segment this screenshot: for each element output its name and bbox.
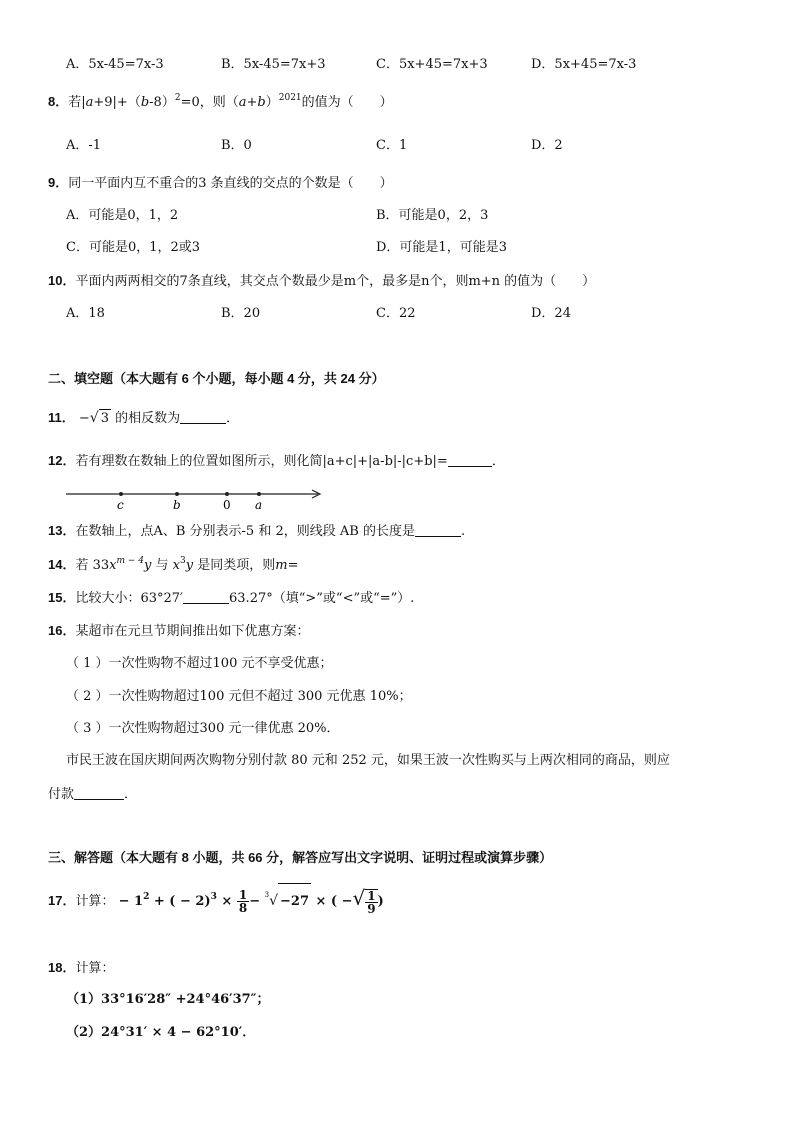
q8-var-b: b <box>140 95 150 110</box>
label-b: b <box>173 498 181 512</box>
q17-frac2-den: 9 <box>367 901 376 916</box>
q17-term-1: − 1 <box>118 894 144 909</box>
q11-number: 11． <box>48 410 75 425</box>
q17-term-2: + ( − 2) <box>149 894 211 909</box>
q17-frac2-num: 1 <box>367 888 376 903</box>
q14-exponent: m − 4 <box>116 556 145 566</box>
q17-sqrt-icon: √ <box>352 886 366 910</box>
q15-number: 15． <box>48 590 76 605</box>
q8-text-b: +9|+（ <box>93 95 141 110</box>
q14-var-x2: x <box>172 558 180 573</box>
point-a <box>257 492 261 496</box>
q8-exponent-2021: 2021 <box>278 93 302 103</box>
q17-cbrt-icon: √ <box>269 893 278 909</box>
q10-option-c: C．22 <box>376 306 416 321</box>
q17-frac-den: 8 <box>238 901 248 915</box>
q16-text: 某超市在元旦节期间推出如下优惠方案： <box>75 624 310 639</box>
q17-root-index: 3 <box>264 891 270 899</box>
q16-end: ． <box>124 787 138 802</box>
q10-stem <box>48 272 595 291</box>
q9-option-a: A．可能是0，1，2 <box>66 208 179 223</box>
q16-answer-blank[interactable] <box>74 787 124 800</box>
q8-stem <box>48 93 393 112</box>
q16-option-1: （ 1 ）一次性购物不超过100 元不享受优惠； <box>66 656 333 671</box>
q13-answer-blank[interactable] <box>415 524 461 537</box>
q16-option-3: （ 3 ）一次性购物超过300 元一律优惠 20%． <box>66 721 340 736</box>
q17-term-5: × ( − <box>310 894 353 909</box>
q14-stem <box>48 556 298 575</box>
q13-number: 13． <box>48 523 76 538</box>
q14-var-y: y <box>144 558 152 573</box>
q15-post: 63.27°（填“>”或“<”或“=”）. <box>229 591 415 606</box>
q17-minus: − <box>249 894 265 909</box>
q8-text-f: 的值为（ ） <box>301 95 393 110</box>
q9-text: 同一平面内互不重合的3 条直线的交点的个数是（ ） <box>68 176 393 191</box>
q16-number: 16． <box>48 623 76 638</box>
q17-fraction-1-9 <box>365 889 377 915</box>
q9-option-c: C．可能是0，1，2或3 <box>66 240 201 255</box>
label-zero: 0 <box>223 498 231 512</box>
number-line <box>62 484 326 514</box>
q13-text: 在数轴上，点A、B 分别表示-5 和 2，则线段 AB 的长度是 <box>75 524 415 539</box>
q12-number: 12． <box>48 453 76 468</box>
q16-stem <box>48 622 309 641</box>
q17-frac-num: 1 <box>238 888 248 902</box>
q8-text-e: ） <box>265 95 279 110</box>
q7-option-b: B．5x-45=7x+3 <box>221 57 326 72</box>
q10-option-b: B．20 <box>221 306 261 321</box>
q7-option-a: A．5x-45=7x-3 <box>66 57 164 72</box>
q17-stem <box>48 880 384 916</box>
label-c: c <box>117 498 124 512</box>
q9-stem <box>48 174 393 193</box>
q11-minus: − <box>78 411 90 426</box>
q14-var-m: m <box>275 558 288 573</box>
q11-answer-blank[interactable] <box>180 411 226 424</box>
q11-radicand: 3 <box>100 411 109 426</box>
q9-option-b: B．可能是0，2，3 <box>376 208 489 223</box>
q17-fraction-1-8 <box>237 889 249 914</box>
q9-number: 9． <box>48 175 69 190</box>
q8-var-b2: b <box>257 95 266 110</box>
q14-var-x: x <box>109 558 117 573</box>
point-c <box>119 492 123 496</box>
q18-label: 计算： <box>75 961 115 976</box>
q11-stem <box>48 409 239 428</box>
q16-paragraph-1: 市民王波在国庆期间两次购物分别付款 80 元和 252 元，如果王波一次性购买与上两次相同的商品，则应 <box>66 753 670 768</box>
q17-times: × <box>216 894 237 909</box>
q14-mid: 与 <box>151 558 173 573</box>
q12-answer-blank[interactable] <box>448 454 492 467</box>
q17-close-paren: ) <box>377 894 384 909</box>
q12-stem <box>48 452 505 471</box>
q10-option-d: D．24 <box>531 306 571 321</box>
q13-end: . <box>460 524 466 539</box>
q17-number: 17． <box>48 893 76 908</box>
q10-number: 10． <box>48 273 76 288</box>
q16-paragraph-2 <box>48 786 137 804</box>
q12-end: ． <box>491 454 505 469</box>
point-zero <box>225 492 229 496</box>
q7-option-d: D．5x+45=7x-3 <box>531 57 637 72</box>
q14-exponent-3: 3 <box>180 556 186 566</box>
q14-number: 14． <box>48 557 76 572</box>
q10-option-a: A．18 <box>66 306 105 321</box>
q15-answer-blank[interactable] <box>183 591 229 604</box>
q7-option-c: C．5x+45=7x+3 <box>376 57 488 72</box>
q15-stem <box>48 589 414 608</box>
q8-var-a2: a <box>238 95 247 110</box>
q18-stem <box>48 959 114 978</box>
q14-pre: 若 33 <box>75 558 110 573</box>
q8-option-a: A．-1 <box>66 138 102 153</box>
q11-text: 的相反数为 <box>111 411 181 426</box>
section-2-heading: 二、填空题（本大题有 6 个小题，每小题 4 分，共 24 分） <box>48 371 385 386</box>
q8-text-c: -8） <box>149 95 175 110</box>
q16-option-2: （ 2 ）一次性购物超过100 元但不超过 300 元优惠 10%； <box>66 689 412 704</box>
q8-exponent-2: 2 <box>174 93 181 103</box>
q8-text-a: 若| <box>68 95 86 110</box>
q16-para2-text: 付款 <box>48 787 75 802</box>
point-b <box>175 492 179 496</box>
q10-text: 平面内两两相交的7条直线，其交点个数最少是m个，最多是n个，则m+n 的值为（ ） <box>75 274 596 289</box>
q8-text-d: =0，则（ <box>180 95 239 110</box>
q14-post: 是同类项，则 <box>193 558 276 573</box>
section-3-heading: 三、解答题（本大题有 8 小题，共 66 分，解答应写出文字说明、证明过程或演算步骤） <box>48 850 553 865</box>
q18-part-2: （2）24°31′ × 4 − 62°10′． <box>66 1025 256 1040</box>
q8-number: 8． <box>48 94 69 109</box>
q8-option-c: C．1 <box>376 138 408 153</box>
q9-option-d: D．可能是1，可能是3 <box>376 240 507 255</box>
q17-label: 计算： <box>75 894 115 909</box>
q17-exp-2: 3 <box>210 892 217 902</box>
q11-sqrt-icon: √ <box>89 410 99 426</box>
q12-text: 若有理数在数轴上的位置如图所示，则化简|a+c|+|a-b|-|c+b|= <box>75 454 448 469</box>
q14-var-y2: y <box>185 558 194 573</box>
q18-number: 18． <box>48 960 76 975</box>
q18-part-1: （1）33°16′28″ +24°46′37″； <box>66 992 270 1007</box>
q8-option-d: D．2 <box>531 138 563 153</box>
q15-pre: 比较大小：63°27′ <box>75 591 184 606</box>
q17-exp-1: 2 <box>143 892 150 902</box>
q13-stem <box>48 522 465 541</box>
q8-var-a: a <box>85 95 94 110</box>
q11-end: ． <box>226 411 240 426</box>
q8-option-b: B．0 <box>221 138 252 153</box>
q8-plus: + <box>246 95 258 110</box>
q17-radicand: −27 <box>278 883 311 920</box>
label-a: a <box>255 498 263 512</box>
q14-equals: = <box>287 558 299 573</box>
